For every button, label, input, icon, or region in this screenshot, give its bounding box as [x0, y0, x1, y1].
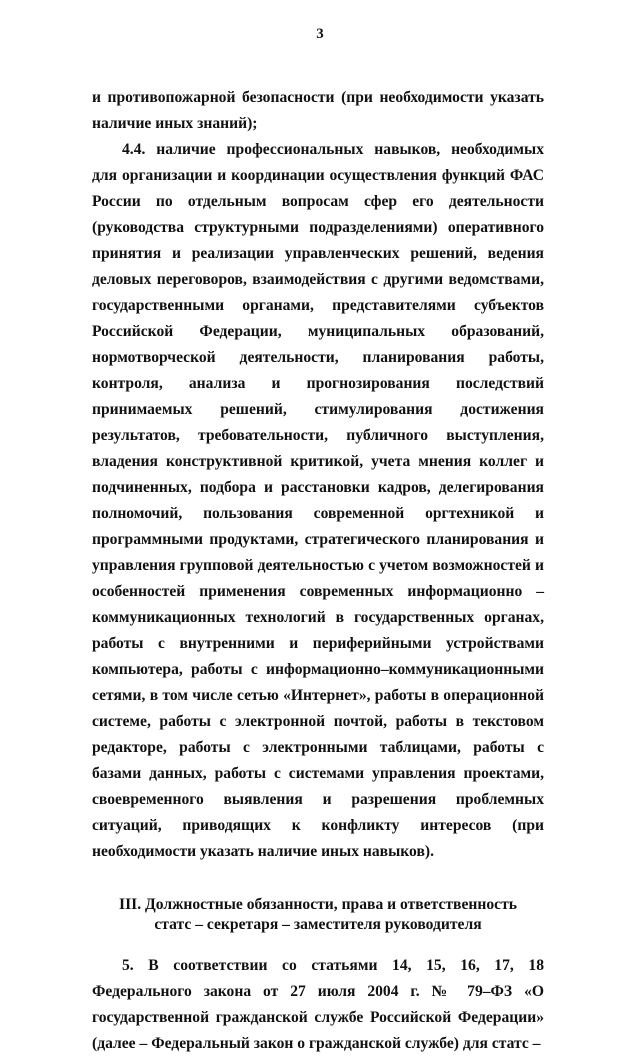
- section-heading-line-2: статс – секретаря – заместителя руководителя: [154, 916, 482, 933]
- document-body: [92, 85, 544, 1057]
- section-heading: [92, 895, 544, 935]
- page-number: 3: [316, 26, 324, 42]
- paragraph-4-4: 4.4. наличие профессиональных навыков, необходимых для организации и координации осуществления функций ФАС России по отдельным вопросам сфер его деятельности (руководства структурными подразделениями) оперативного принятия и реализации управленческих решений, ведения деловых переговоров, взаимодействия с другими ведомствами, государственными органами, представителями субъектов Российской Федерации, муниципальных образований, нормотворческой деятельности, планирования работы, контроля, анализа и прогнозирования последствий принимаемых решений, стимулирования достижения результатов, требовательности, публичного выступления, владения конструктивной критикой, учета мнения коллег и подчиненных, подбора и расстановки кадров, делегирования полномочий, пользования современной оргтехникой и программными продуктами, стратегического планирования и управления групповой деятельностью с учетом возможностей и особенностей применения современных информационно – коммуникационных технологий в государственных органах, работы с внутренними и периферийными устройствами компьютера, работы с информационно–коммуникационными сетями, в том числе сетью «Интернет», работы в операционной системе, работы с электронной почтой, работы в текстовом редакторе, работы с электронными таблицами, работы с базами данных, работы с системами управления проектами, своевременного выявления и разрешения проблемных ситуаций, приводящих к конфликту интересов (при необходимости указать наличие иных навыков).: [92, 141, 544, 860]
- section-heading-line-1: III. Должностные обязанности, права и ответственность: [119, 896, 517, 913]
- paragraph-continuation: и противопожарной безопасности (при необходимости указать наличие иных знаний);: [92, 89, 544, 132]
- paragraph-5: 5. В соответствии со статьями 14, 15, 16, 17, 18 Федерального закона от 27 июля 2004 г. № 79–ФЗ «О государственной гражданской службе Российской Федерации» (далее – Федеральный закон о гражданской службе) для статс –: [92, 957, 544, 1052]
